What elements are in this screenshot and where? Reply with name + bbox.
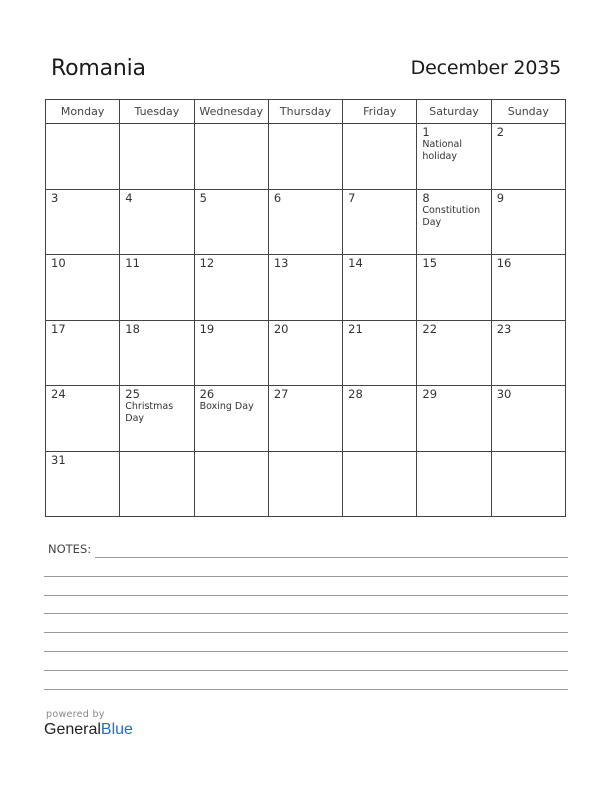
week-row: [46, 255, 566, 321]
day-number: 10: [51, 256, 66, 270]
day-number: 13: [273, 256, 289, 270]
notes-line: [44, 595, 568, 596]
day-cell: [268, 189, 342, 255]
brand-logo[interactable]: [44, 721, 133, 739]
notes-label: NOTES:: [48, 542, 92, 556]
day-cell: [343, 124, 417, 190]
holiday-label: Boxing Day: [199, 401, 254, 412]
notes-line: [44, 670, 568, 671]
day-cell: [194, 255, 268, 321]
day-number: 8: [422, 190, 430, 205]
day-number: 21: [348, 321, 363, 336]
day-cell: [194, 451, 268, 517]
day-cell: [343, 451, 417, 517]
day-number: 1: [422, 125, 430, 139]
week-row: [46, 386, 566, 452]
day-number: 18: [125, 321, 140, 336]
day-number: 20: [273, 321, 289, 336]
brand-general: General: [44, 721, 101, 738]
day-number: 29: [422, 387, 438, 401]
weekday-header: Saturday: [417, 100, 491, 124]
weekday-header: Friday: [343, 100, 417, 124]
day-number: 14: [348, 256, 363, 270]
day-cell: [268, 124, 342, 190]
day-cell: [120, 124, 194, 190]
notes-line: [44, 651, 568, 652]
day-number: 26: [199, 387, 215, 401]
day-number: 27: [273, 387, 289, 401]
day-number: 23: [496, 321, 512, 336]
day-cell: [417, 451, 491, 517]
notes-line: [95, 557, 568, 558]
day-cell: [268, 386, 342, 452]
weekday-header: Tuesday: [120, 100, 194, 124]
month-title: December 2035: [410, 57, 561, 79]
day-number: 6: [273, 190, 282, 205]
day-number: 5: [199, 190, 207, 205]
day-cell: [120, 320, 194, 386]
brand-blue: Blue: [100, 721, 133, 738]
weekday-header: Thursday: [268, 100, 342, 124]
day-cell: [194, 320, 268, 386]
day-number: 3: [51, 190, 59, 205]
day-cell: [46, 320, 120, 386]
day-number: 31: [51, 452, 66, 467]
day-cell: [120, 386, 194, 452]
day-cell: [491, 255, 565, 321]
day-cell: [46, 124, 120, 190]
week-row: [46, 451, 566, 517]
day-number: 2: [496, 125, 505, 139]
day-cell: [46, 189, 120, 255]
weekday-header: Monday: [46, 100, 120, 124]
day-number: 19: [199, 321, 215, 336]
day-cell: [417, 124, 491, 190]
day-number: 7: [348, 190, 356, 205]
day-cell: [417, 386, 491, 452]
day-cell: [120, 255, 194, 321]
day-cell: [491, 124, 565, 190]
day-cell: [268, 255, 342, 321]
day-cell: [417, 255, 491, 321]
day-cell: [46, 255, 120, 321]
week-row: [46, 189, 566, 255]
day-cell: [343, 320, 417, 386]
day-cell: [491, 320, 565, 386]
day-cell: [194, 124, 268, 190]
day-number: 16: [496, 256, 512, 270]
notes-line: [44, 576, 568, 577]
day-cell: [46, 386, 120, 452]
day-cell: [417, 320, 491, 386]
weekday-header: Sunday: [491, 100, 565, 124]
day-cell: [491, 451, 565, 517]
day-cell: [343, 386, 417, 452]
day-number: 4: [125, 190, 133, 205]
week-row: [46, 124, 566, 190]
day-number: 25: [125, 387, 140, 401]
day-cell: [46, 451, 120, 517]
day-cell: [194, 189, 268, 255]
day-cell: [417, 189, 491, 255]
week-row: [46, 320, 566, 386]
holiday-label: Christmas Day: [125, 401, 174, 424]
day-cell: [268, 451, 342, 517]
holiday-label: Constitution Day: [422, 204, 481, 228]
day-number: 12: [199, 256, 215, 270]
notes-line: [44, 689, 568, 690]
holiday-label: National holiday: [422, 139, 462, 162]
day-cell: [491, 189, 565, 255]
day-cell: [268, 320, 342, 386]
day-cell: [491, 386, 565, 452]
country-title: Romania: [51, 56, 146, 81]
day-number: 30: [496, 387, 512, 401]
powered-by-text: powered by: [46, 709, 105, 720]
notes-line: [44, 632, 568, 633]
day-cell: [194, 386, 268, 452]
day-cell: [120, 189, 194, 255]
day-number: 15: [422, 256, 438, 270]
day-cell: [343, 189, 417, 255]
weekday-header: Wednesday: [194, 100, 268, 124]
day-number: 24: [51, 387, 66, 401]
calendar-grid: [45, 99, 566, 517]
day-cell: [120, 451, 194, 517]
notes-line: [44, 613, 568, 614]
day-number: 17: [51, 321, 66, 336]
day-number: 22: [422, 321, 438, 336]
weekday-header-row: [46, 100, 566, 124]
day-number: 9: [496, 190, 505, 205]
day-number: 28: [348, 387, 363, 401]
day-number: 11: [125, 256, 140, 270]
day-cell: [343, 255, 417, 321]
